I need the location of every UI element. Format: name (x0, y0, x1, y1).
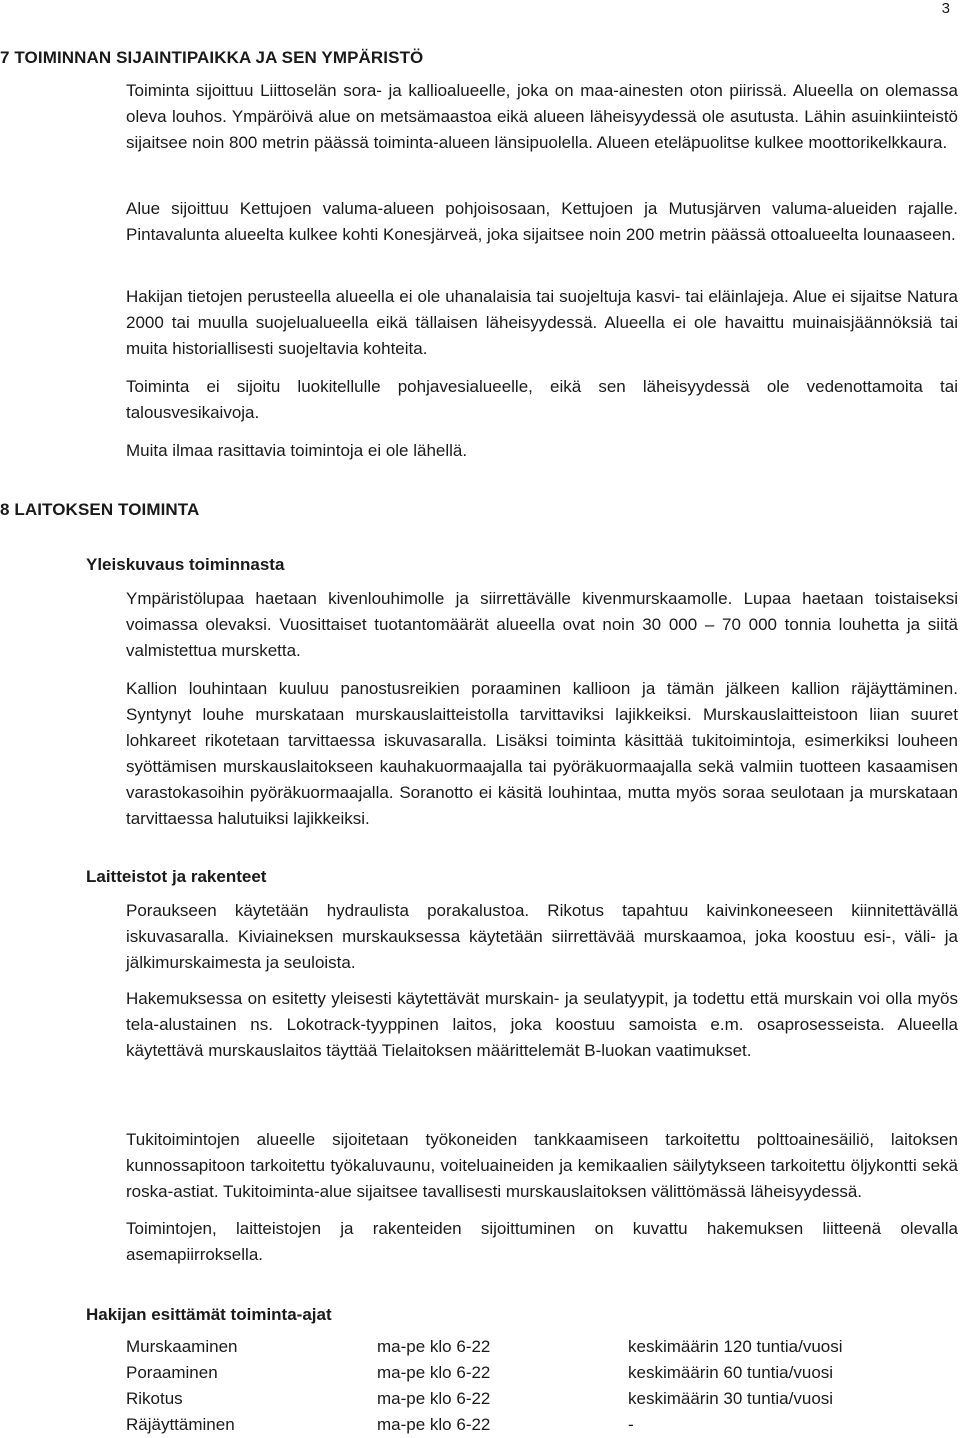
table-row (126, 1360, 843, 1386)
table-row (126, 1386, 843, 1412)
page-number: 3 (941, 0, 950, 17)
table-row (126, 1412, 843, 1438)
paragraph: Muita ilmaa rasittavia toimintoja ei ole lähellä. (126, 441, 468, 460)
time-cell: ma-pe klo 6-22 (377, 1415, 491, 1434)
activity-cell: Poraaminen (126, 1363, 218, 1382)
table-row (126, 1334, 843, 1360)
paragraph: Kallion louhintaan kuuluu panostusreikien poraaminen kallioon ja tämän jälkeen kallion räjäyttäminen. Syntynyt louhe murskataan murskauslaitteistolla tarvittaviksi lajikkeiksi. Murskauslaitteistoon liian suuret lohkareet rikotetaan tarvittaessa iskuvasaralla. Lisäksi toiminta käsittää tukitoimintoja, esimerkiksi louheen syöttämisen murskauslaitokseen kauhakuormaajalla tai pyöräkuormaajalla sekä valmiin tuotteen kasaamisen varastokasoihin pyöräkuormaajalla. Soranotto ei käsitä louhintaa, mutta myös soraa seulotaan ja murskataan tarvittaessa halutuiksi lajikkeiksi. (126, 679, 958, 828)
hours-heading: Hakijan esittämät toiminta-ajat (86, 1305, 332, 1324)
amount-cell: keskimäärin 120 tuntia/vuosi (628, 1337, 843, 1356)
overview-heading: Yleiskuvaus toiminnasta (86, 555, 285, 574)
paragraph: Toimintojen, laitteistojen ja rakenteiden sijoittuminen on kuvattu hakemuksen liitteenä olevalla asemapiirroksella. (126, 1219, 958, 1264)
time-cell: ma-pe klo 6-22 (377, 1363, 491, 1382)
amount-cell: keskimäärin 30 tuntia/vuosi (628, 1389, 834, 1408)
operating-hours-table (126, 1334, 843, 1438)
time-cell: ma-pe klo 6-22 (377, 1337, 491, 1356)
section-8-heading: 8 LAITOKSEN TOIMINTA (0, 500, 200, 519)
paragraph: Ympäristölupaa haetaan kivenlouhimolle ja siirrettävälle kivenmurskaamolle. Lupaa haetaan toistaiseksi voimassa olevaksi. Vuosittaiset tuotantomäärät alueella ovat noin 30 000 – 70 000 tonnia louhetta ja siitä valmistettua mursketta. (126, 589, 958, 660)
paragraph: Hakijan tietojen perusteella alueella ei ole uhanalaisia tai suojeltuja kasvi- tai eläinlajeja. Alue ei sijaitse Natura 2000 tai muulla suojelualueella eikä tällaisen läheisyydessä. Alueella ei ole havaittu muinaisjäännöksiä tai muita historiallisesti suojeltavia kohteita. (126, 287, 958, 358)
activity-cell: Räjäyttäminen (126, 1415, 235, 1434)
section-7-heading: 7 TOIMINNAN SIJAINTIPAIKKA JA SEN YMPÄRISTÖ (0, 48, 424, 67)
activity-cell: Murskaaminen (126, 1337, 238, 1356)
paragraph: Toiminta sijoittuu Liittoselän sora- ja kallioalueelle, joka on maa-ainesten oton piirissä. Alueella on olemassa oleva louhos. Ympäröivä alue on metsämaastoa eikä alueen läheisyydessä ole asutusta. Lähin asuinkiinteistö sijaitsee noin 800 metrin päässä toiminta-alueen länsipuolella. Alueen eteläpuolitse kulkee moottorikelkkaura. (126, 81, 958, 152)
paragraph: Alue sijoittuu Kettujoen valuma-alueen pohjoisosaan, Kettujoen ja Mutusjärven valuma-alueiden rajalle. Pintavalunta alueelta kulkee kohti Konesjärveä, joka sijaitsee noin 200 metrin päässä ottoalueelta lounaaseen. (126, 199, 958, 244)
paragraph: Poraukseen käytetään hydraulista porakalustoa. Rikotus tapahtuu kaivinkoneeseen kiinnitettävällä iskuvasaralla. Kiviaineksen murskauksessa käytetään siirrettävää murskaamoa, joka koostuu esi-, väli- ja jälkimurskaimesta ja seuloista. (126, 901, 958, 972)
equipment-heading: Laitteistot ja rakenteet (86, 867, 267, 886)
paragraph: Hakemuksessa on esitetty yleisesti käytettävät murskain- ja seulatyypit, ja todettu että murskain voi olla myös tela-alustainen ns. Lokotrack-tyyppinen laitos, joka koostuu samoista e.m. osaprosesseista. Alueella käytettävä murskauslaitos täyttää Tielaitoksen määrittelemät B-luokan vaatimukset. (126, 989, 958, 1060)
amount-cell: - (628, 1415, 634, 1434)
time-cell: ma-pe klo 6-22 (377, 1389, 491, 1408)
activity-cell: Rikotus (126, 1389, 183, 1408)
amount-cell: keskimäärin 60 tuntia/vuosi (628, 1363, 834, 1382)
paragraph: Tukitoimintojen alueelle sijoitetaan työkoneiden tankkaamiseen tarkoitettu polttoainesäiliö, laitoksen kunnossapitoon tarkoitettu työkaluvaunu, voiteluaineiden ja kemikaalien säilytykseen tarkoitettu öljykontti sekä roska-astiat. Tukitoiminta-alue sijaitsee tavallisesti murskauslaitoksen välittömässä läheisyydessä. (126, 1130, 958, 1201)
paragraph: Toiminta ei sijoitu luokitellulle pohjavesialueelle, eikä sen läheisyydessä ole vedenottamoita tai talousvesikaivoja. (126, 377, 958, 422)
